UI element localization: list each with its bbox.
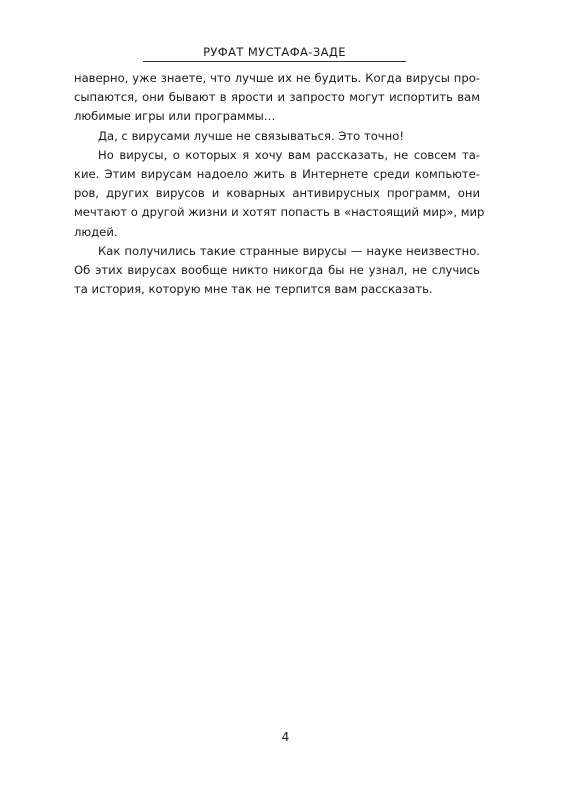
header-rule	[143, 61, 406, 62]
text-line: Да, с вирусами лучше не связываться. Это точно!	[98, 128, 404, 143]
text-line: любимые игры или программы…	[74, 109, 276, 124]
text-line: кие. Этим вирусам надоело жить в Интернете среди компьюте-	[74, 166, 480, 181]
text-line: та история, которую мне так не терпится вам рассказать.	[74, 282, 433, 297]
running-head: РУФАТ МУСТАФА-ЗАДЕ	[203, 45, 346, 59]
text-line: Но вирусы, о которых я хочу вам рассказать, не совсем та-	[98, 147, 480, 162]
text-line: наверно, уже знаете, что лучше их не будить. Когда вирусы про-	[74, 71, 480, 85]
text-line: сыпаются, они бывают в ярости и запросто могут испортить вам	[74, 90, 480, 105]
text-line: Как получились такие странные вирусы — науке неизвестно.	[98, 243, 480, 258]
text-line: людей.	[74, 224, 118, 239]
text-line: мечтают о другой жизни и хотят попасть в «настоящий мир», мир	[74, 205, 485, 220]
body-text	[74, 69, 485, 299]
text-line: Об этих вирусах вообще никто никогда бы не узнал, не случись	[74, 262, 480, 277]
page-number: 4	[281, 730, 290, 744]
text-line: ров, других вирусов и коварных антивирусных программ, они	[74, 186, 480, 201]
